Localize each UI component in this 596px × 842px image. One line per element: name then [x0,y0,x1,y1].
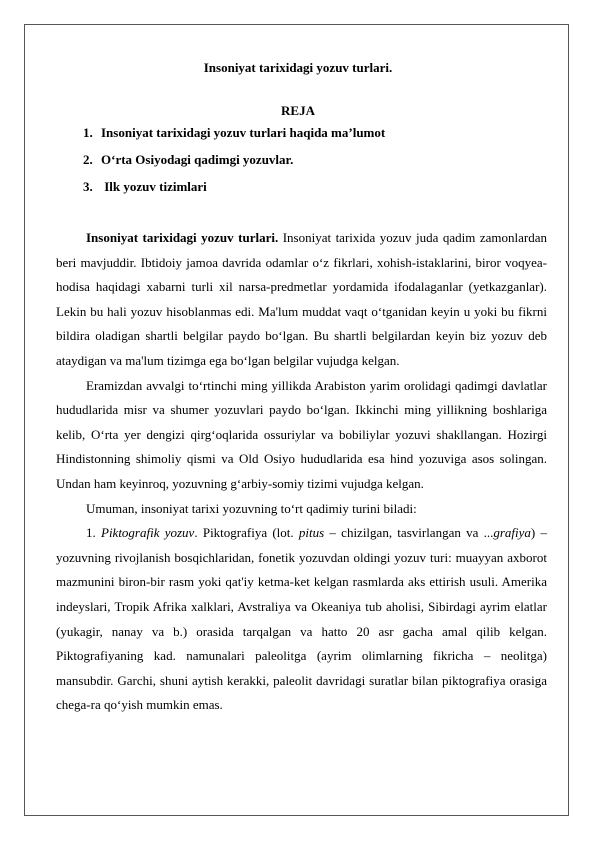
paragraph-text: Insoniyat tarixida yozuv juda qadim zamonlardan beri mavjuddir. Ibtidoiy jamoa davrida odamlar o‘z fikrlari, xohish-istaklarini, biror voqyea-hodisa haqidagi xabarni turli xil narsa-predmetlar yordamida ifodalaganlar (yetkazganlar). Lekin bu hali yozuv hisoblanmas edi. Ma'lum muddat vaqt o‘tganidan keyin u yoki bu fikrni bildira oladigan shartli belgilar paydo bo‘lgan. Bu shartli belgilardan keyin biz yozuv deb ataydigan va ma'lum tizimga ega bo‘lgan belgilar vujudga kelgan. [56,230,547,368]
plan-item-number: 3. [83,179,93,194]
plan-item-number: 2. [83,152,93,167]
plan-item [83,179,385,206]
item-number: 1. [86,525,101,541]
plan-item-text: Ilk yozuv tizimlari [104,179,207,194]
paragraph-pictography [56,521,547,718]
paragraph-types-intro: Umuman, insoniyat tarixi yozuvning to‘rt qadimiy turini biladi: [86,500,417,516]
plan-item-number: 1. [83,125,93,140]
term-pictographic: Piktografik yozuv [101,525,195,541]
plan-item-text: Insoniyat tarixidagi yozuv turlari haqida ma’lumot [101,125,386,140]
text-fragment: – chizilgan, tasvirlangan va ... [324,525,494,541]
plan-item [83,125,385,152]
text-fragment: . Piktografiya (lot. [194,525,299,541]
plan-list [83,125,385,206]
term-pitus: pitus [298,525,325,541]
paragraph-history: Eramizdan avvalgi to‘rtinchi ming yillikda Arabiston yarim orolidagi qadimgi davlatlar hududlarida misr va shumer yozuvlari paydo bo‘lgan. Ikkinchi ming yillikning boshlariga kelib, O‘rta yer dengizi qirg‘oqlarida ossuriylar va bobiliylar yozuvi shakllangan. Hozirgi Hindistonning shimoliy qismi va Old Osiyo hududlarida esa hind yozuviga asos solingan. Undan ham keyinroq, yozuvning g‘arbiy-somiy tizimi vujudga kelgan. [56,377,547,491]
plan-heading: REJA [281,103,315,118]
paragraph-lead: Insoniyat tarixidagi yozuv turlari. [86,230,279,245]
plan-item-text: O‘rta Osiyodagi qadimgi yozuvlar. [101,152,294,167]
document-body [56,226,547,718]
document-title: Insoniyat tarixidagi yozuv turlari. [203,60,393,75]
text-fragment: ) – yozuvning rivojlanish bosqichlaridan, fonetik yozuvdan oldingi yozuv turi: muayyan axborot mazmunini biron-bir rasm yoki qat'iy ketma-ket kelgan rasmlarda aks ettirish usuli. Amerika indeyslari, Tropik Afrika xalklari, Avstraliya va Okeaniya tub aholisi, Sibirdagi ayrim elatlar (yukagir, nanay va b.) orasida tarqalgan va hatto 20 asr gacha amal qilib kelgan. Piktografiyaning kad. namunalari paleolitga (ayrim olimlarning fikricha – neolitga) mansubdir. Garchi, shuni aytish kerakki, paleolit davridagi suratlar bilan piktografiya orasiga chega-ra qo‘yish mumkin emas. [56,525,547,713]
term-grafiya: grafiya [493,525,531,541]
plan-item [83,152,385,179]
paragraph-intro [56,226,547,374]
